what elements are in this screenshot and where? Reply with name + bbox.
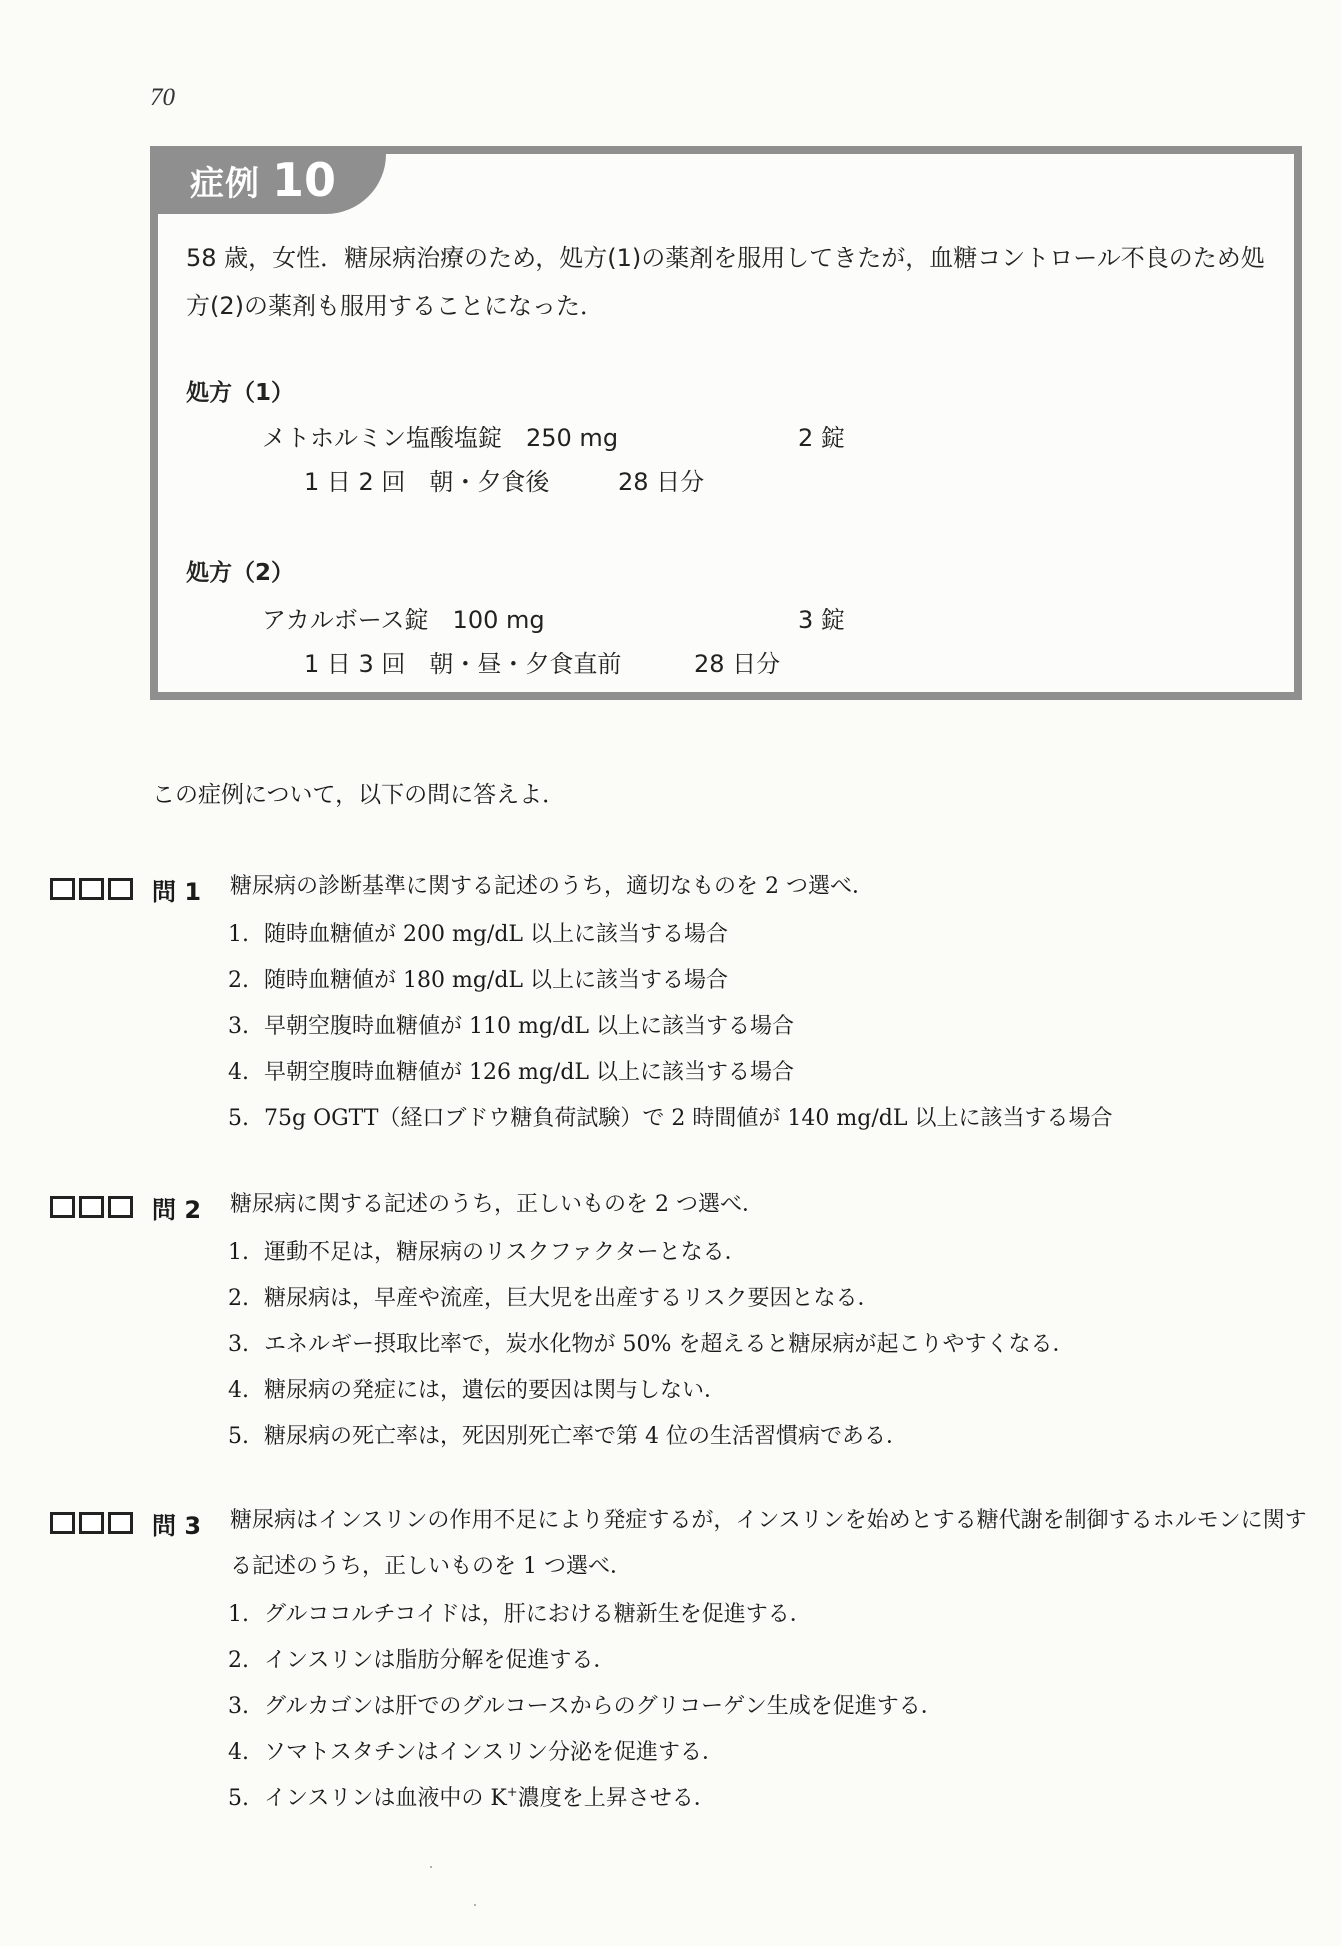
question-3-text: 糖尿病はインスリンの作用不足により発症するが，インスリンを始めとする糖代謝を制御するホルモンに関する記述のうち，正しいものを 1 つ選べ．	[230, 1508, 1307, 1579]
check-box-2[interactable]	[79, 1512, 104, 1534]
question-3	[50, 1506, 1310, 1811]
question-1-label: 問 1	[152, 878, 202, 906]
question-1-options	[228, 912, 1112, 1142]
option: 3. グルカゴンは肝でのグルコースからのグリコーゲン生成を促進する．	[228, 1694, 943, 1719]
scan-speck	[430, 1866, 432, 1868]
option: 4. ソマトスタチンはインスリン分泌を促進する．	[228, 1740, 725, 1765]
prescription-2-quantity: 3 錠	[798, 606, 845, 634]
question-2-text: 糖尿病に関する記述のうち，正しいものを 2 つ選べ．	[230, 1192, 764, 1217]
question-3-label: 問 3	[152, 1512, 202, 1540]
check-box-2[interactable]	[79, 878, 104, 900]
prescription-2-days: 28 日分	[694, 650, 781, 678]
option: 3. エネルギー摂取比率で，炭水化物が 50% を超えると糖尿病が起こりやすくなる．	[228, 1332, 1075, 1357]
question-3-checkboxes	[50, 1512, 133, 1534]
question-3-options	[228, 1592, 943, 1822]
scan-speck	[474, 1904, 476, 1906]
option: 5. 75g OGTT（経口ブドウ糖負荷試験）で 2 時間値が 140 mg/dL 以上に該当する場合	[228, 1106, 1113, 1131]
prescription-2-drug: アカルボース錠 100 mg	[262, 606, 545, 634]
option: 1. 随時血糖値が 200 mg/dL 以上に該当する場合	[228, 922, 729, 947]
option: 1. 運動不足は，糖尿病のリスクファクターとなる．	[228, 1240, 747, 1265]
prescription-1-heading: 処方（1）	[186, 380, 295, 406]
check-box-2[interactable]	[79, 1196, 104, 1218]
option: 4. 早朝空腹時血糖値が 126 mg/dL 以上に該当する場合	[228, 1060, 795, 1085]
option: 3. 早朝空腹時血糖値が 110 mg/dL 以上に該当する場合	[228, 1014, 795, 1039]
case-box	[150, 146, 1302, 700]
page-number: 70	[150, 84, 175, 111]
prescription-1-quantity: 2 錠	[798, 424, 845, 452]
check-box-1[interactable]	[50, 878, 75, 900]
prescription-1-dosage: 1 日 2 回 朝・夕食後	[304, 468, 550, 496]
question-2-label: 問 2	[152, 1196, 202, 1224]
prescription-1-drug: メトホルミン塩酸塩錠 250 mg	[262, 424, 619, 452]
option: 5. 糖尿病の死亡率は，死因別死亡率で第 4 位の生活習慣病である．	[228, 1424, 908, 1449]
check-box-3[interactable]	[108, 1196, 133, 1218]
check-box-3[interactable]	[108, 878, 133, 900]
case-word: 症例	[190, 163, 260, 204]
option: 2. インスリンは脂肪分解を促進する．	[228, 1648, 616, 1673]
option: 2. 随時血糖値が 180 mg/dL 以上に該当する場合	[228, 968, 729, 993]
case-description: 58 歳，女性．糖尿病治療のため，処方(1)の薬剤を服用してきたが，血糖コントロール不良のため処方(2)の薬剤も服用することになった．	[186, 244, 1265, 320]
option: 2. 糖尿病は，早産や流産，巨大児を出産するリスク要因となる．	[228, 1286, 880, 1311]
question-2-options	[228, 1230, 1074, 1460]
option: 1. グルココルチコイドは，肝における糖新生を促進する．	[228, 1602, 812, 1627]
question-1-checkboxes	[50, 878, 133, 900]
option: 4. 糖尿病の発症には，遺伝的要因は関与しない．	[228, 1378, 727, 1403]
question-1	[50, 872, 1310, 1131]
check-box-1[interactable]	[50, 1512, 75, 1534]
option: 5. インスリンは血液中の K+濃度を上昇させる．	[228, 1785, 716, 1811]
prescription-2-heading: 処方（2）	[186, 560, 295, 586]
question-2	[50, 1190, 1310, 1449]
check-box-1[interactable]	[50, 1196, 75, 1218]
intro-text: この症例について，以下の問に答えよ．	[152, 782, 566, 808]
case-title-tab	[150, 146, 386, 214]
check-box-3[interactable]	[108, 1512, 133, 1534]
question-1-text: 糖尿病の診断基準に関する記述のうち，適切なものを 2 つ選べ．	[230, 874, 874, 899]
case-number: 10	[272, 153, 337, 207]
prescription-1-days: 28 日分	[618, 468, 705, 496]
question-2-checkboxes	[50, 1196, 133, 1218]
prescription-2-dosage: 1 日 3 回 朝・昼・夕食直前	[304, 650, 622, 678]
